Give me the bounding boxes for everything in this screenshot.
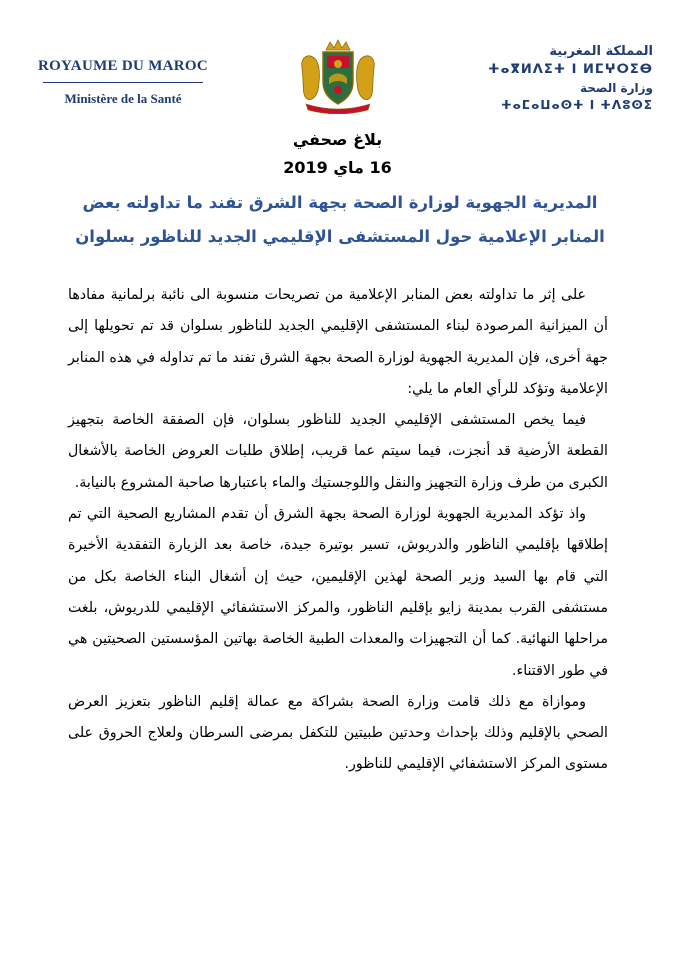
letterhead-divider — [43, 82, 203, 83]
ministry-name-tifinagh: ⵜⴰⵎⴰⵡⴰⵙⵜ ⵏ ⵜⴷⵓⵙⵉ — [501, 98, 653, 112]
body-paragraph: على إثر ما تداولته بعض المنابر الإعلامية من تصريحات منسوبة الى نائبة برلمانية مفادها أن الميزانية المرصودة لبناء المستشفى الإقليمي الجديد للناظور بسلوان قد تم تحويلها إلى جهة أخرى، فإن المديرية الجهوية لوزارة الصحة بجهة الشرق تفند ما تم تداوله في هذه المنابر الإعلامية وتؤكد للرأي العام ما يلي: — [68, 287, 608, 397]
letterhead-french — [18, 58, 228, 107]
document-date: 16 ماي 2019 — [283, 158, 392, 177]
ministry-name-ar: وزارة الصحة — [579, 81, 653, 95]
royal-coat-of-arms-icon — [296, 38, 380, 114]
headline-line: المديرية الجهوية لوزارة الصحة بجهة الشرق تفند ما تداولته بعض — [82, 193, 598, 212]
headline-line: المنابر الإعلامية حول المستشفى الإقليمي الجديد للناظور بسلوان — [75, 227, 605, 246]
body-paragraph: وموازاة مع ذلك قامت وزارة الصحة بشراكة مع عمالة إقليم الناظور بتعزيز العرض الصحي بالإقليم وذلك بإحداث وحدتين طبيتين للتكفل بمرضى السرطان ولعلاج الحروق على مستوى المركز الاستشفائي الإقليمي للناظور. — [68, 693, 608, 773]
letterhead-arabic — [443, 44, 653, 112]
country-name-tifinagh: ⵜⴰⴳⵍⴷⵉⵜ ⵏ ⵍⵎⵖⵔⵉⴱ — [488, 62, 653, 77]
ministry-name-fr: Ministère de la Santé — [64, 91, 182, 106]
body-paragraph: واذ تؤكد المديرية الجهوية لوزارة الصحة بجهة الشرق أن تقدم المشاريع الصحية التي تم إطلاقها بإقليمي الناظور والدريوش، تسير بوتيرة جيدة، خاصة بعد الزيارة التفقدية الأخيرة التي قام بها السيد وزير الصحة لهذين الإقليمين، حيث إن أشغال البناء الخاصة بكل من مستشفى القرب بمدينة زايو بإقليم الناظور، والمركز الاستشفائي الإقليمي للدريوش، بلغت مراحلها النهائية. كما أن التجهيزات والمعدات الطبية الخاصة بهاتين المؤسستين الصحيتين هي في طور الاقتناء. — [68, 506, 608, 679]
body-paragraph: فيما يخص المستشفى الإقليمي الجديد للناظور بسلوان، فإن الصفقة الخاصة بتجهيز القطعة الأرضية قد أنجزت، فيما سيتم عما قريب، إطلاق طلبات العروض الخاصة بالأشغال الكبرى من طرف وزارة التجهيز والنقل واللوجستيك والماء باعتبارها صاحبة المشروع بالنيابة. — [68, 412, 608, 491]
press-release-body — [68, 280, 608, 781]
country-name-ar: المملكة المغربية — [549, 44, 653, 59]
document-type: بلاغ صحفي — [292, 130, 383, 149]
country-name-fr: ROYAUME DU MAROC — [37, 58, 209, 74]
headline — [70, 186, 610, 254]
